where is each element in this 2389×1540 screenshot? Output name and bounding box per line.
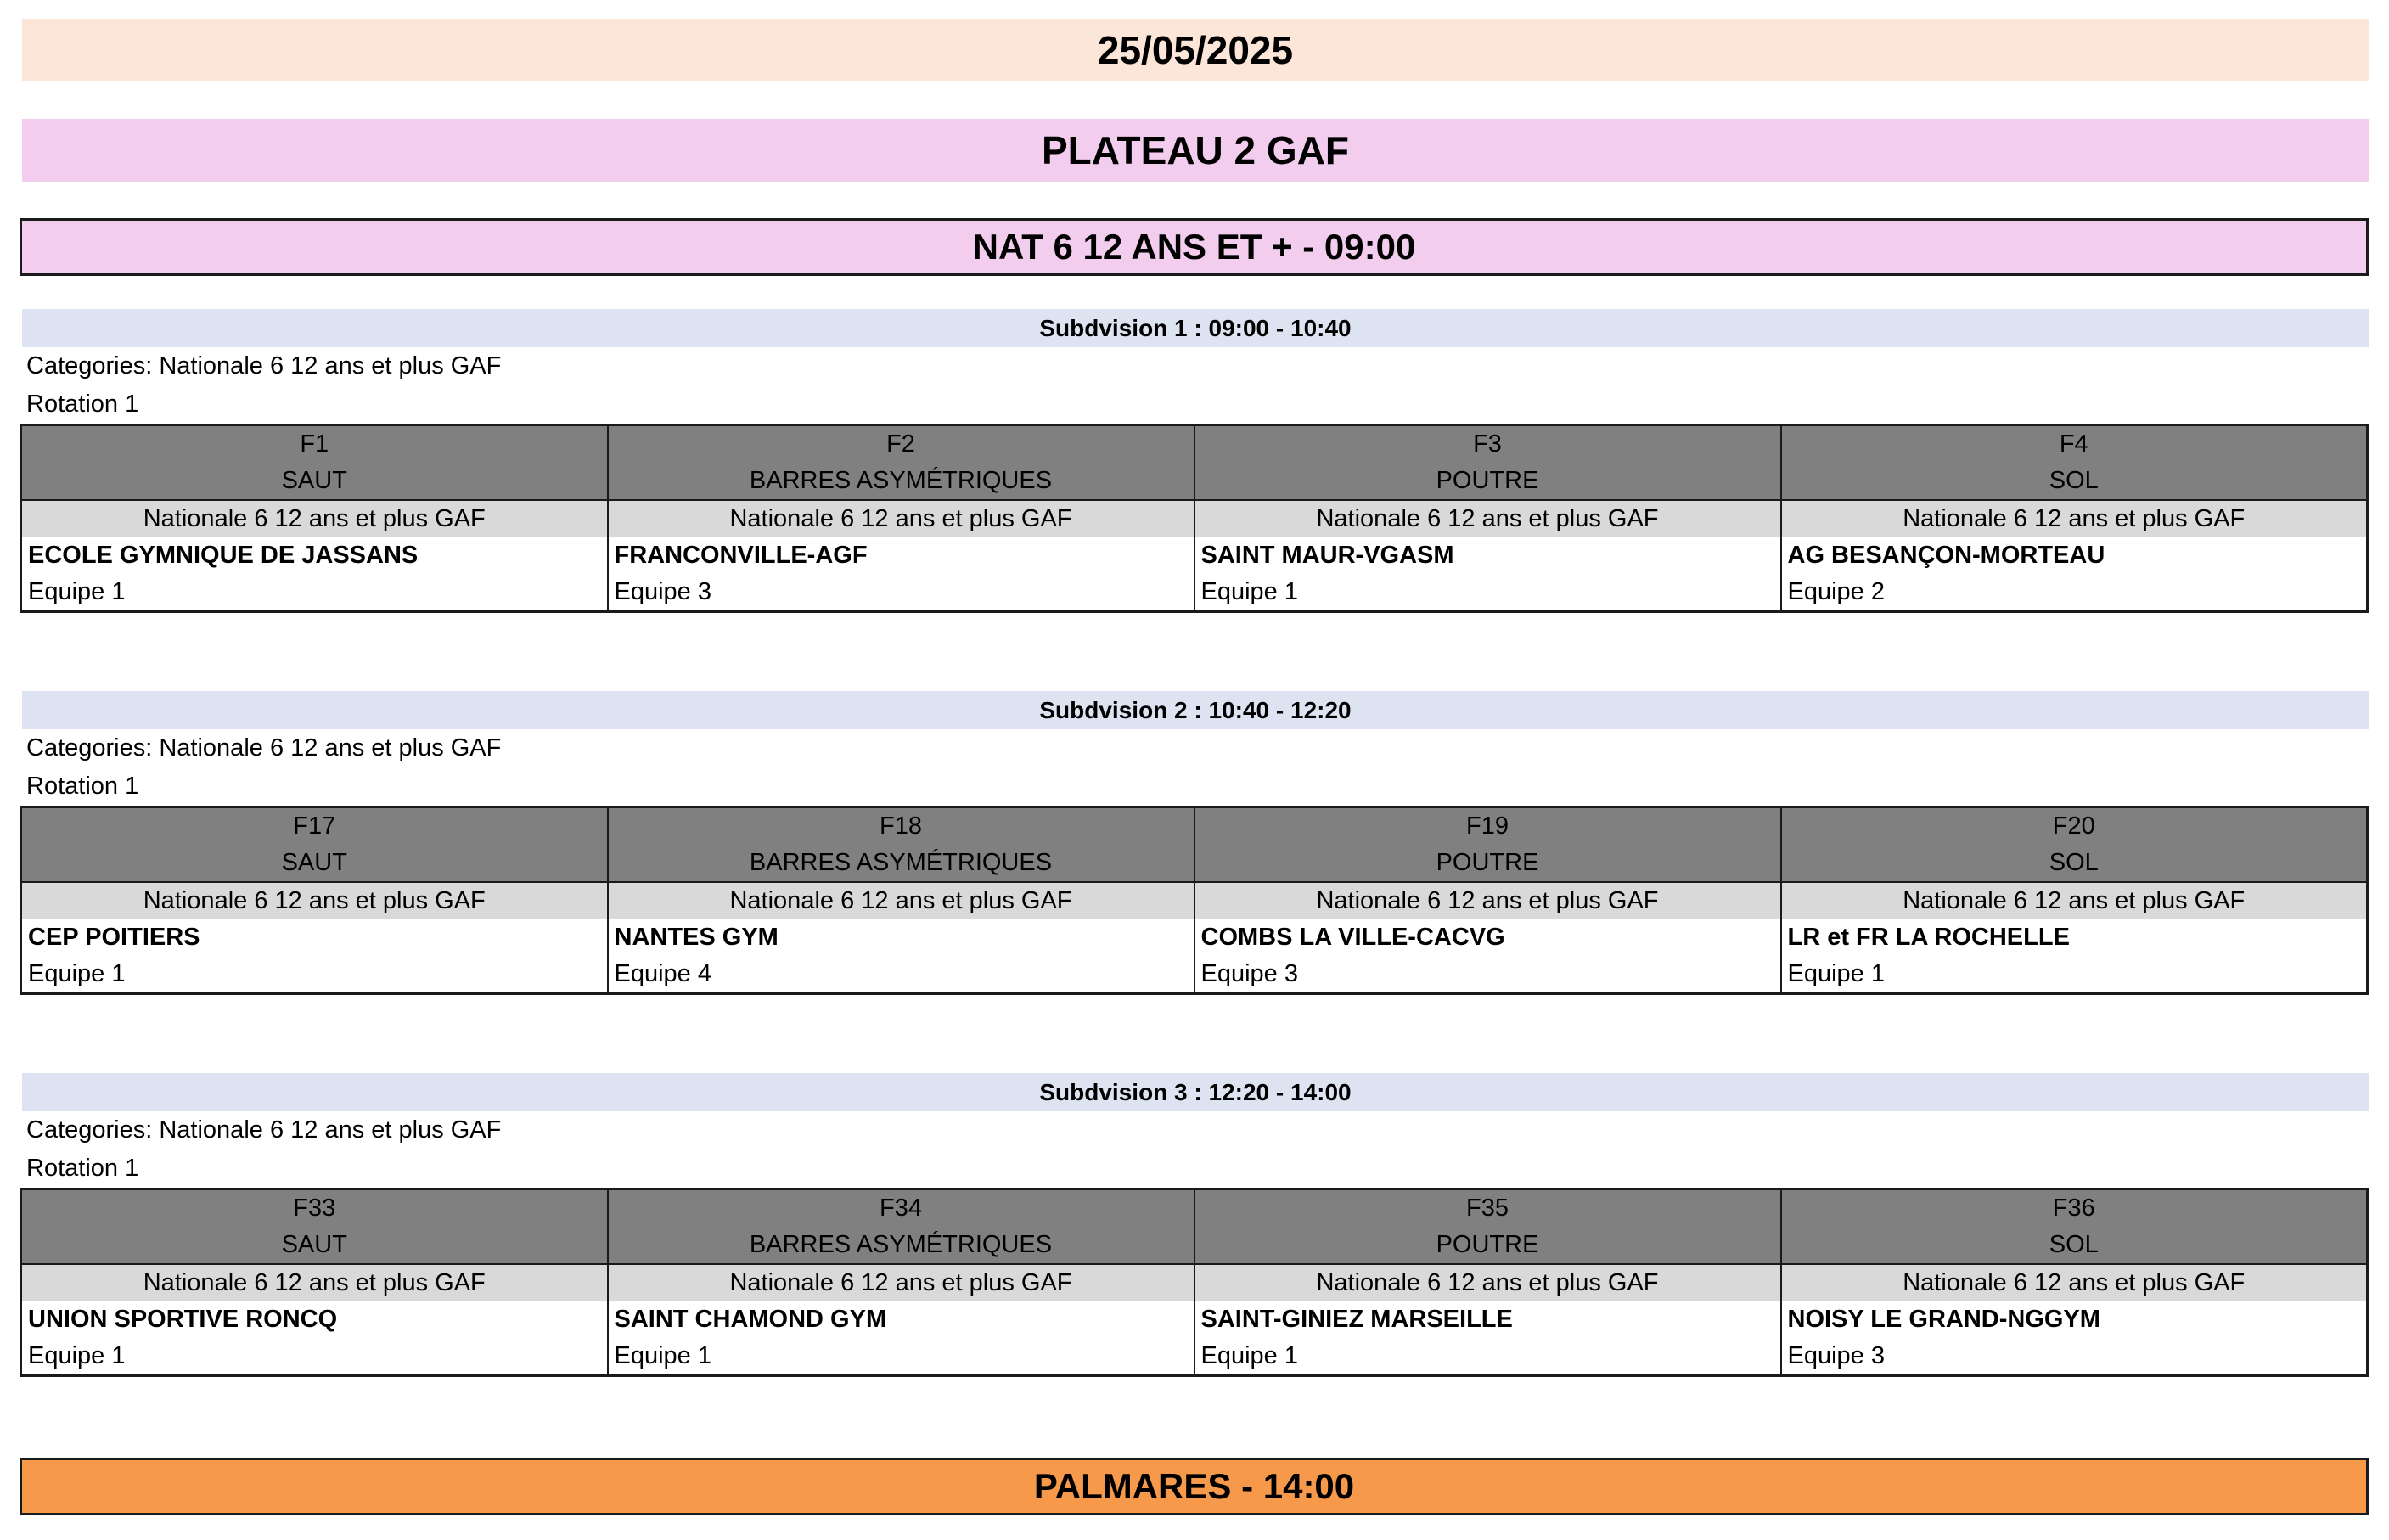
rotation-table [20,1188,2369,1377]
team-name: Equipe 3 [1781,1338,2368,1376]
apparatus-code: F2 [608,425,1194,464]
apparatus-name: POUTRE [1194,463,1781,500]
subdivision-2 [20,691,2369,995]
team-name: Equipe 1 [1781,956,2368,994]
club-name: ECOLE GYMNIQUE DE JASSANS [28,542,419,569]
palmares-banner [20,1458,2369,1515]
apparatus-code: F36 [1781,1189,2368,1228]
categories-line: Categories: Nationale 6 12 ans et plus GAF [26,352,502,379]
apparatus-code: F4 [1781,425,2368,464]
session-title: NAT 6 12 ANS ET + - 09:00 [972,227,1416,267]
plateau-title: PLATEAU 2 GAF [1041,128,1350,172]
session-banner [20,218,2369,276]
plateau-banner [22,119,2369,182]
apparatus-code: F19 [1194,807,1781,846]
club-name: CEP POITIERS [28,924,200,951]
club-name: FRANCONVILLE-AGF [608,537,1194,574]
categories-line: Categories: Nationale 6 12 ans et plus GAF [26,734,502,762]
team-name: Equipe 1 [1194,1338,1781,1376]
category-cell: Nationale 6 12 ans et plus GAF [1194,882,1781,919]
apparatus-code: F3 [1194,425,1781,464]
club-name: UNION SPORTIVE RONCQ [28,1306,338,1333]
team-name: Equipe 1 [28,960,126,987]
apparatus-name: BARRES ASYMÉTRIQUES [608,463,1194,500]
rotation-table [20,806,2369,995]
apparatus-code: F35 [1194,1189,1781,1228]
apparatus-name: BARRES ASYMÉTRIQUES [608,1227,1194,1264]
category-cell: Nationale 6 12 ans et plus GAF [21,500,608,537]
team-name: Equipe 1 [28,578,126,605]
apparatus-name: SOL [1781,845,2368,882]
club-name: AG BESANÇON-MORTEAU [1781,537,2368,574]
category-cell: Nationale 6 12 ans et plus GAF [1781,500,2368,537]
apparatus-name: SOL [1781,463,2368,500]
team-name: Equipe 1 [28,1342,126,1369]
club-name: LR et FR LA ROCHELLE [1781,919,2368,956]
date-text: 25/05/2025 [1097,28,1294,72]
subdivision-3 [20,1073,2369,1377]
apparatus-name: SOL [1781,1227,2368,1264]
category-cell: Nationale 6 12 ans et plus GAF [1781,882,2368,919]
club-name: NANTES GYM [608,919,1194,956]
category-cell: Nationale 6 12 ans et plus GAF [608,1264,1194,1301]
apparatus-code: F18 [608,807,1194,846]
apparatus-name: POUTRE [1194,845,1781,882]
apparatus-code: F17 [21,807,608,846]
palmares-text: PALMARES - 14:00 [1033,1466,1355,1506]
category-cell: Nationale 6 12 ans et plus GAF [1194,1264,1781,1301]
subdivision-title: Subdvision 3 : 12:20 - 14:00 [22,1073,2369,1111]
club-name: COMBS LA VILLE-CACVG [1194,919,1781,956]
team-name: Equipe 3 [1194,956,1781,994]
apparatus-code: F1 [21,425,608,464]
apparatus-code: F34 [608,1189,1194,1228]
date-banner [22,19,2369,81]
rotation-line: Rotation 1 [26,773,139,800]
subdivision-title: Subdvision 1 : 09:00 - 10:40 [22,309,2369,347]
team-name: Equipe 1 [1194,574,1781,612]
club-name: NOISY LE GRAND-NGGYM [1781,1301,2368,1338]
apparatus-name: SAUT [21,845,608,882]
category-cell: Nationale 6 12 ans et plus GAF [21,1264,608,1301]
categories-line: Categories: Nationale 6 12 ans et plus GAF [26,1116,502,1144]
apparatus-name: BARRES ASYMÉTRIQUES [608,845,1194,882]
category-cell: Nationale 6 12 ans et plus GAF [1194,500,1781,537]
club-name: SAINT-GINIEZ MARSEILLE [1194,1301,1781,1338]
category-cell: Nationale 6 12 ans et plus GAF [21,882,608,919]
club-name: SAINT MAUR-VGASM [1194,537,1781,574]
rotation-table [20,424,2369,613]
team-name: Equipe 3 [608,574,1194,612]
rotation-line: Rotation 1 [26,391,139,418]
category-cell: Nationale 6 12 ans et plus GAF [608,500,1194,537]
apparatus-name: SAUT [21,1227,608,1264]
team-name: Equipe 2 [1781,574,2368,612]
club-name: SAINT CHAMOND GYM [608,1301,1194,1338]
team-name: Equipe 1 [608,1338,1194,1376]
apparatus-name: SAUT [21,463,608,500]
team-name: Equipe 4 [608,956,1194,994]
category-cell: Nationale 6 12 ans et plus GAF [1781,1264,2368,1301]
apparatus-name: POUTRE [1194,1227,1781,1264]
subdivision-title: Subdvision 2 : 10:40 - 12:20 [22,691,2369,729]
rotation-line: Rotation 1 [26,1155,139,1182]
category-cell: Nationale 6 12 ans et plus GAF [608,882,1194,919]
subdivision-1 [20,309,2369,613]
apparatus-code: F20 [1781,807,2368,846]
apparatus-code: F33 [21,1189,608,1228]
